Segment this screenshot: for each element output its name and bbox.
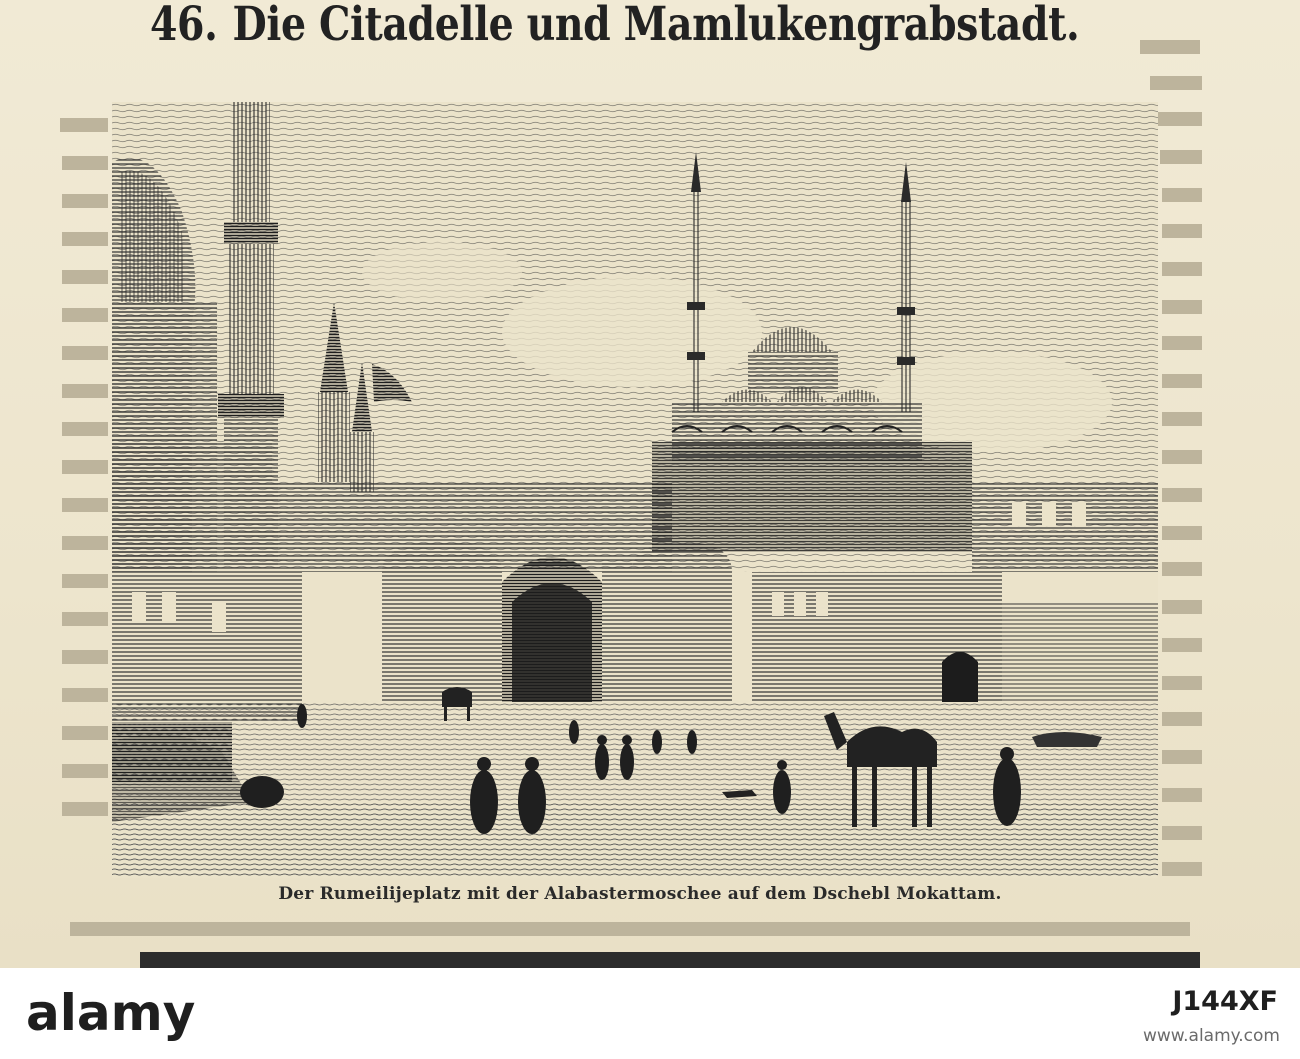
stock-url: www.alamy.com (1142, 1026, 1280, 1046)
engraving-drawing (112, 102, 1158, 878)
engraving-illustration (112, 102, 1158, 878)
page-title (150, 0, 1080, 56)
figure-caption: Der Rumeilijeplatz mit der Alabastermoschee auf dem Dschebl Mokattam. (278, 884, 1002, 904)
logo-text: alamy (26, 984, 196, 1042)
chapter-title: Die Citadelle und Mamlukengrabstadt. (232, 0, 1080, 52)
chapter-number: 46. (150, 0, 218, 52)
alamy-logo (26, 984, 226, 1044)
stock-image-id: J144XF (1172, 986, 1278, 1017)
